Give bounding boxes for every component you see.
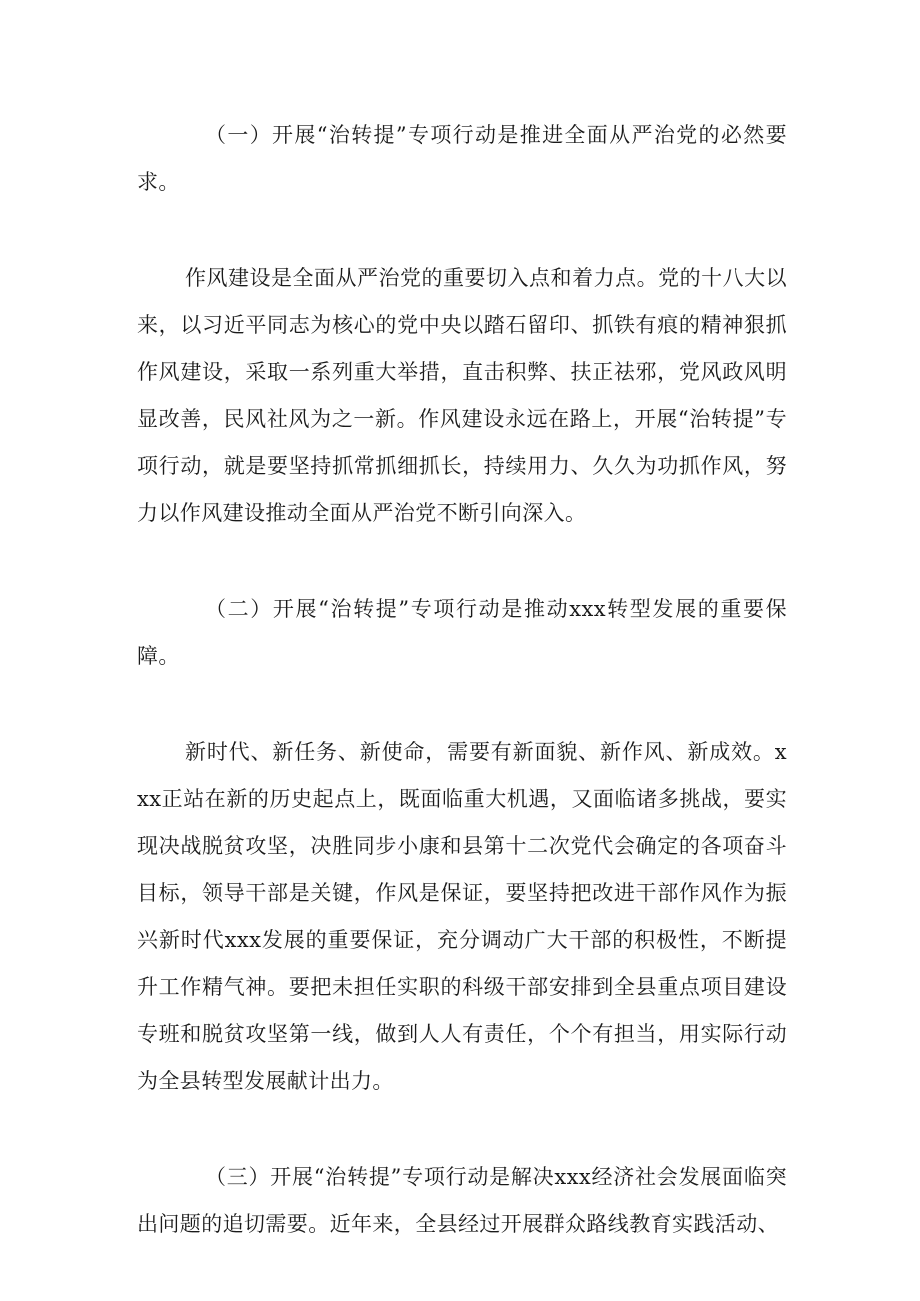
paragraph-gap	[137, 537, 787, 586]
section-heading-3: （三）开展“治转提”专项行动是解决xxx经济社会发展面临突出问题的追切需要。近年来，全县经过开展群众路线教育实践活动、	[137, 1165, 787, 1236]
paragraph-gap	[137, 206, 787, 255]
paragraph-gap	[137, 680, 787, 729]
section-heading-2: （二）开展“治转提”专项行动是推动xxx转型发展的重要保障。	[137, 597, 787, 668]
section-body-1: 作风建设是全面从严治党的重要切入点和着力点。党的十八大以来，以习近平同志为核心的党中央以踏石留印、抓铁有痕的精神狠抓作风建设，采取一系列重大举措，直击积弊、扶正祛邪，党风政风明显改善，民风社风为之一新。作风建设永远在路上，开展“治转提”专项行动，就是要坚持抓常抓细抓长，持续用力、久久为功抓作风，努力以作风建设推动全面从严治党不断引向深入。	[137, 266, 787, 525]
document-body	[137, 112, 787, 1248]
section-heading-1: （一）开展“治转提”专项行动是推进全面从严治党的必然要求。	[137, 123, 787, 194]
paragraph-gap	[137, 1105, 787, 1154]
section-body-2: 新时代、新任务、新使命，需要有新面貌、新作风、新成效。xxx正站在新的历史起点上，既面临重大机遇，又面临诸多挑战，要实现决战脱贫攻坚，决胜同步小康和县第十二次党代会确定的各项奋斗目标，领导干部是关键，作风是保证，要坚持把改进干部作风作为振兴新时代xxx发展的重要保证，充分调动广大干部的积极性，不断提升工作精气神。要把未担任实职的科级干部安排到全县重点项目建设专班和脱贫攻坚第一线，做到人人有责任，个个有担当，用实际行动为全县转型发展献计出力。	[137, 740, 787, 1093]
